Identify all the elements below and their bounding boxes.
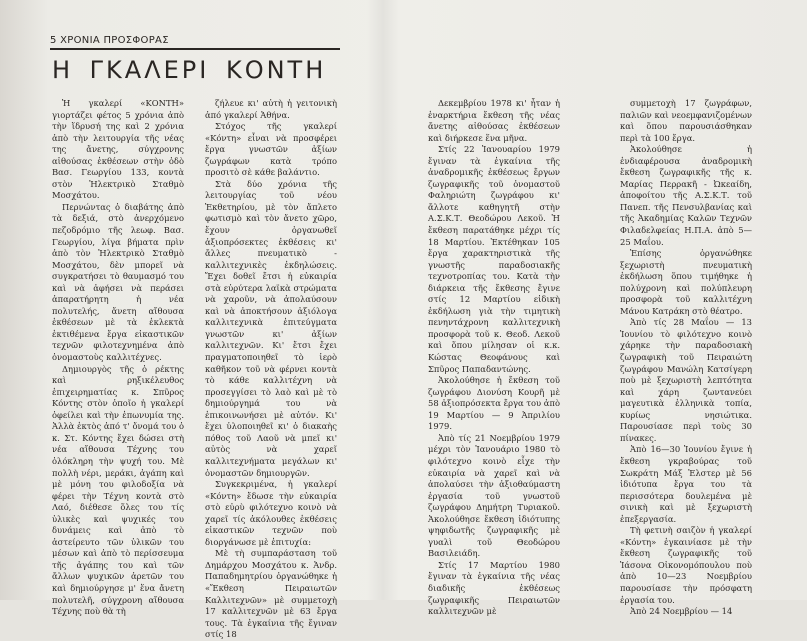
paragraph: Ἐπίσης ὀργανώθηκε ξεχωριστὴ πνευματικὴ ἐκδήλωση ὅπου τιμήθηκε ἡ πολύχρονη καὶ πολύπλευρη προσφορὰ τοῦ καλλιτέχνη Μάνου Κατράκη στὸ θέατρο.: [620, 248, 752, 316]
paragraph: Ἀκολούθησε ἡ ἔκθεση τοῦ ζωγράφου Διονύση Κουρῆ μὲ 58 ἀξιοπρόσεκτα ἔργα του ἀπὸ 19 Μαρτίου — 9 Ἀπριλίου 1979.: [428, 375, 560, 432]
paragraph: Ἀπὸ 24 Νοεμβρίου — 14: [630, 606, 733, 617]
text-column-3: [428, 98, 560, 617]
text-column-4: [620, 98, 752, 617]
paragraph: Συγκεκριμένα, ἡ γκαλερί «Κόντη» ἔδωσε τὴν εὐκαιρία στὸ εὐρὺ φιλότεχνο κοινὸ νὰ χαρεῖ τίς ἀκόλουθες ἐκθέσεις εἰκαστικῶν τεχνῶν ποὺ διοργάνωσε μὲ ἐπιτυχία:: [205, 479, 337, 547]
paragraph: Ἀπὸ τίς 21 Νοεμβρίου 1979 μέχρι τὸν Ἰανουάριο 1980 τὸ φιλότεχνο κοινὸ εἶχε τὴν εὐκαιρία νὰ χαρεῖ καὶ νὰ ἀπολαύσει τὴν ἀξιοθαύμαστη ἐργασία τοῦ γνωστοῦ ζωγράφου Δημήτρη Τυριακοῦ. Ἀκολούθησε ἔκθεση ἰδιότυπης ψηφιδωτῆς ζωγραφικῆς μὲ γυαλὶ τοῦ Θεοδώρου Βασιλειάδη.: [428, 432, 560, 559]
paragraph: Μὲ τὴ συμπαράσταση τοῦ Δημάρχου Μοσχάτου κ. Ἀνδρ. Παπαδημητρίου ὀργανώθηκε ἡ «Ἔκθεση Πειραιωτῶν Καλλιτεχνῶν» μὲ συμμετοχὴ 17 καλλιτεχνῶν μὲ 63 ἔργα τους. Τὰ ἐγκαίνια τῆς ἔγιναν στίς 18: [205, 548, 337, 640]
paragraph: Στὰ δύο χρόνια τῆς λειτουργίας τοῦ νέου Ἐκθετηρίου, μὲ τὸν ἄπλετο φωτισμὸ καὶ τὸν ἄνετο χῶρο, ἔχουν ὀργανωθεῖ ἀξιοπρόσεκτες ἐκθέσεις κι' ἄλλες πνευματικὸ - καλλιτεχνικὲς ἐκδηλώσεις. Ἔχει δοθεῖ ἔτσι ἡ εὐκαιρία στὰ εὐρύτερα λαϊκὰ στρώματα νὰ χαροῦν, νὰ ἀπολαύσουν καὶ νὰ ἀποκτήσουν ἀξιόλογα καλλιτεχνικὰ ἐπιτεύγματα γνωστῶν κι' ἀξίων καλλιτεχνῶν. Κι' ἔτσι ἔχει πραγματοποιηθεῖ τὸ ἱερὸ καθῆκον τοῦ νὰ φέρνει κοντὰ τὸ κάθε καλλιτέχνη νὰ προσεγγίσει τὸ λαὸ καὶ μὲ τὸ δημιούργημά του νὰ ἐπικοινωνήσει μὲ αὐτόν. Κι' ἔχει ὑλοποιηθεῖ κι' ὁ διακαὴς πόθος τοῦ Λαοῦ νὰ μπεῖ κι' αὐτὸς νὰ χαρεῖ καλλιτεχνήματα μεγάλων κι' ὀνομαστῶν δημιουργῶν.: [205, 178, 337, 478]
paragraph: Ἀπὸ τίς 28 Μαΐου — 13 Ἰουνίου τὸ φιλότεχνο κοινὸ χάρηκε τὴν παραδοσιακὴ ζωγραφικὴ τοῦ Πειραιώτη ζωγράφου Μανώλη Κατσίγερη ποὺ μὲ ξεχωριστὴ λεπτότητα καὶ χάρη ζωντανεύει μαγευτικὰ ἑλληνικὰ τοπία, κυρίως νησιώτικα. Παρουσίασε περὶ τοὺς 30 πίνακες.: [620, 317, 752, 443]
paragraph: Ἡ γκαλερί «ΚΟΝΤΗ» γιορτάζει φέτος 5 χρόνια ἀπὸ τὴν ἵδρυσή της καὶ 2 χρόνια ἀπὸ τὴν λειτουργία τῆς νέας της ἄνετης, σύγχρονης αἰθούσας ἐκθέσεων στὴν ὁδὸ Βασ. Γεωργίου 133, κοντὰ στὸν Ἠλεκτρικὸ Σταθμὸ Μοσχάτου.: [52, 98, 184, 201]
paragraph: Ἀπὸ 16—30 Ἰουνίου ἔγινε ἡ ἔκθεση γκραβούρας τοῦ Σωκράτη Μάξ Ἐλστερ μὲ 56 ἰδιότυπα ἔργα του τὰ περισσότερα δουλεμένα μὲ σινικὴ καὶ μὲ ξεχωριστὴ ἐπεξεργασία.: [620, 444, 752, 524]
article-title: Η ΓΚΑΛΕΡΙ ΚΟΝΤΗ: [52, 56, 327, 84]
text-column-1: [52, 98, 184, 617]
paragraph: ζήλευε κι' αὐτὴ ἡ γειτονικὴ ἀπό γκαλερί Ἀθήνα.: [205, 98, 337, 120]
paragraph: Δεκεμβρίου 1978 κι' ἦταν ἡ ἐναρκτήρια ἔκθεση τῆς νέας ἄνετης αἰθούσας ἐκθέσεων καὶ διήρκεσε ἕνα μῆνα.: [428, 98, 560, 143]
paragraph: Περνώντας ὁ διαβάτης ἀπὸ τὰ δεξιά, στὸ ἀνερχόμενο πεζοδρόμιο τῆς λεωφ. Βασ. Γεωργίου, λίγα βήματα πρὶν ἀπὸ τὸν Ἠλεκτρικὸ Σταθμὸ Μοσχάτου, δὲν μπορεῖ νὰ συγκρατήσει τὸ θαυμασμό του καὶ νὰ ἀφήσει νὰ περάσει ἀπαρατήρητη ἡ νέα πολυτελής, ἄνετη αἴθουσα ἐκθέσεων μὲ τὰ ἐκλεκτὰ ἐκτιθέμενα ἔργα εἰκαστικῶν τεχνῶν φιλοτεχνημένα ἀπὸ ὀνομαστοὺς καλλιτέχνες.: [52, 201, 184, 363]
paragraph: Στόχος τῆς γκαλερί «Κόντη» εἶναι νὰ προσφέρει ἔργα γνωστῶν ἀξίων ζωγράφων κατὰ τρόπο προσιτὸ σὲ κάθε βαλάντιο.: [205, 121, 337, 178]
paragraph: Στίς 22 Ἰανουαρίου 1979 ἔγιναν τὰ ἐγκαίνια τῆς ἀναδρομικῆς ἐκθέσεως ἔργων ζωγραφικῆς τοῦ ὀνομαστοῦ Φαληριώτη ζωγράφου κι' ἄλλοτε καθηγητῆ στὴν Α.Σ.Κ.Τ. Θεοδώρου Λεκοῦ. Ἡ ἔκθεση παρατάθηκε μέχρι τίς 18 Μαρτίου. Ἐκτέθηκαν 105 ἔργα χαρακτηριστικὰ τῆς γνωστῆς παραδοσιακῆς τεχνοτροπίας του. Κατὰ τὴν διάρκεια τῆς ἔκθεσης ἔγινε στίς 12 Μαρτίου εἰδικὴ ἐκδήλωση γιὰ τὴν τιμητικὴ πενηντάχρονη καλλιτεχνικὴ προσφορὰ τοῦ κ. Θεοδ. Λεκοῦ καὶ ὅπου μίλησαν οἱ κ.κ. Κώστας Θεοφάνους καὶ Σπῦρος Παπαδαντώνης.: [428, 144, 560, 374]
section-header: 5 ΧΡΟΝΙΑ ΠΡΟΣΦΟΡΑΣ: [50, 35, 340, 50]
text-column-2: [205, 98, 337, 640]
paragraph: Ἀκολούθησε ἡ ἐνδιαφέρουσα ἀναδρομικὴ ἔκθεση ζωγραφικῆς τῆς κ. Μαρίας Περρακῆ - Ὠκεαίδη, ἀποφοίτου τῆς Α.Σ.Κ.Τ. τοῦ Πανεπ. τῆς Πενσυλβανίας καὶ τῆς Ἀκαδημίας Καλῶν Τεχνῶν Φιλαδελφείας Η.Π.Α. ἀπὸ 5—25 Μαΐου.: [620, 144, 752, 247]
paragraph: Δημιουργὸς τῆς ὁ ρέκτης καὶ ρηξικέλευθος ἐπιχειρηματίας κ. Σπῦρος Κόντης στὸν ὁποῖο ἡ γκαλερί ὀφείλει καὶ τὴν ἐπωνυμία της. Ἀλλὰ ἐκτὸς ἀπό τ' ὄνομά του ὁ κ. Στ. Κόντης ἔχει δώσει στὴ νέα αἴθουσα Τέχνης του ὁλόκληρη τὴν ψυχή του. Μὲ πολλὴ νέρι, μεράκι, ἀγάπη καὶ μὲ μόνη του φιλοδοξία νὰ φέρει τὴν Τέχνη κοντὰ στὸ Λαό, διέθεσε ὅλες του τίς ὑλικὲς καὶ ψυχικές του δυνάμεις καὶ ἀπὸ τὸ ἀστείρευτο τῶν ὑλικῶν του μέσων καὶ ἀπὸ τὸ περίσσευμα τῆς ἀγάπης του καὶ τῶν ἄλλων ψυχικῶν ἀρετῶν του καὶ δημιούργησε μ' ἕνα ἄνετη πολυτελῆ, σύγχρονη αἴθουσα Τέχνης ποὺ θὰ τὴ: [52, 363, 184, 617]
page-fold: [367, 0, 399, 600]
paragraph: συμμετοχὴ 17 ζωγράφων, παλιῶν καὶ νεοεμφανιζομένων καὶ ὅπου παρουσιάσθηκαν περὶ τὰ 100 ἔργα.: [620, 98, 752, 143]
paragraph: Στίς 17 Μαρτίου 1980 ἔγιναν τὰ ἐγκαίνια τῆς νέας διαδικῆς ἐκθέσεως ζωγραφικῆς Πειραιωτῶν καλλιτεχνῶν μὲ: [428, 559, 560, 617]
paragraph: Τὴ φετινὴ σαιζὸν ἡ γκαλερί «Κόντη» ἐγκαινίασε μὲ τὴν ἔκθεση ζωγραφικῆς τοῦ Ἰάσονα Οἰκονομόπουλου ποὺ ἀπὸ 10—23 Νοεμβρίου παρουσίασε τὴν πρόσφατη ἐργασία του.: [620, 525, 752, 605]
